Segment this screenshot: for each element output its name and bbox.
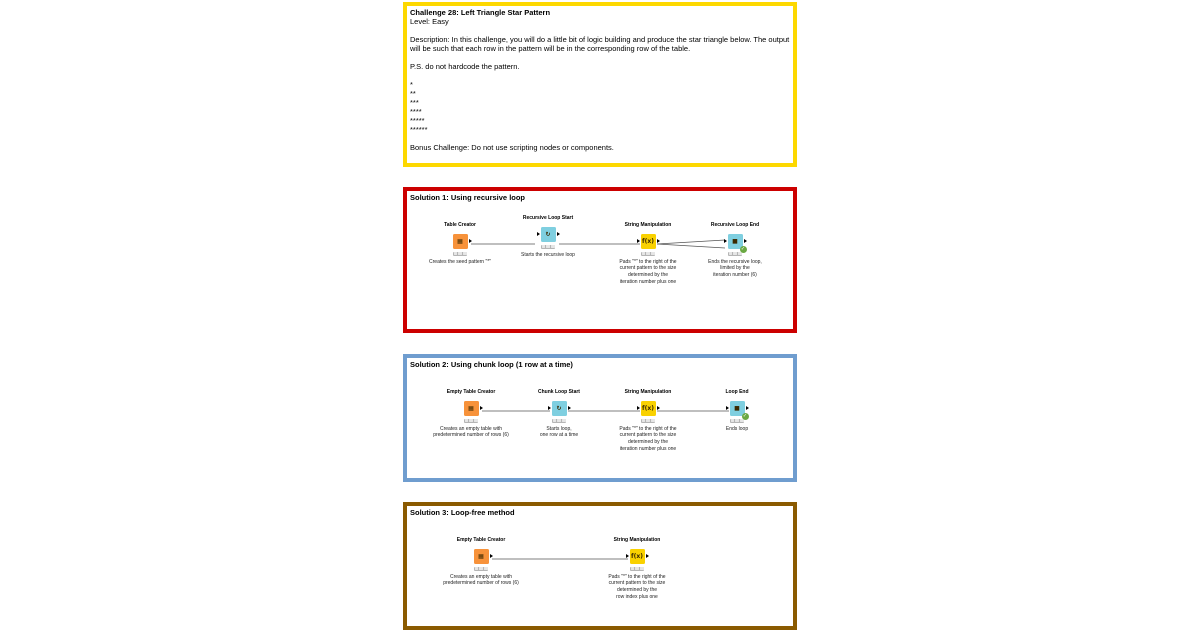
output-port-icon[interactable] [480, 406, 483, 410]
node-title: String Manipulation [624, 389, 672, 395]
node-title: Recursive Loop Start [522, 215, 574, 221]
input-port-icon[interactable] [726, 406, 729, 410]
table-icon: ▦ [474, 549, 489, 564]
output-port-icon[interactable] [646, 554, 649, 558]
node-empty-table-creator[interactable] [416, 537, 546, 587]
node-status [730, 419, 744, 423]
node-title: String Manipulation [613, 537, 661, 543]
output-port-icon[interactable] [657, 239, 660, 243]
output-port-icon[interactable] [490, 554, 493, 558]
input-port-icon[interactable] [637, 239, 640, 243]
recursive-loop-start-icon: ↻ [541, 227, 556, 242]
node-status [641, 252, 655, 256]
table-icon: ▦ [453, 234, 468, 249]
solution3-title: Solution 3: Loop-free method [410, 508, 515, 517]
node-status [453, 252, 467, 256]
checkmark-icon: ✓ [740, 245, 746, 252]
input-port-icon[interactable] [537, 232, 540, 236]
solution2-title: Solution 2: Using chunk loop (1 row at a time) [410, 360, 573, 369]
output-port-icon[interactable] [469, 239, 472, 243]
node-description: Starts loop, one row at a time [539, 425, 579, 439]
node-status [728, 252, 742, 256]
fx-icon: f(x) [630, 549, 645, 564]
input-port-icon[interactable] [548, 406, 551, 410]
node-description: Pads "*" to the right of the current pattern to the size determined by the iteration number plus one [619, 258, 677, 285]
node-status [474, 567, 488, 571]
fx-icon: f(x) [641, 234, 656, 249]
loop-end-icon: ■ ✓ [730, 401, 745, 416]
node-status [630, 567, 644, 571]
node-title: Table Creator [444, 222, 476, 228]
output-port-icon[interactable] [744, 239, 747, 243]
node-description: Pads "*" to the right of the current pattern to the size determined by the row index plus one [608, 573, 666, 600]
node-description: Creates the seed pattern "*" [429, 258, 491, 265]
input-port-icon[interactable] [637, 406, 640, 410]
node-status [464, 419, 478, 423]
node-description: Creates an empty table with predetermined number of rows (6) [443, 573, 519, 587]
node-title: Loop End [725, 389, 749, 395]
fx-icon: f(x) [641, 401, 656, 416]
node-title: Recursive Loop End [710, 222, 760, 228]
recursive-loop-end-icon: ■ ✓ [728, 234, 743, 249]
challenge-body: Level: Easy Description: In this challenge, you will do a little bit of logic building and produce the star triangle below. The output will be such that each row in the pattern will be in the corresponding row of the table. P.S. do not hardcode the pattern. * ** *** **** ***** ****** Bonus Challenge: Do not use scripting nodes or components. [410, 17, 790, 152]
node-description: Creates an empty table with predetermined number of rows (6) [433, 425, 509, 439]
output-port-icon[interactable] [557, 232, 560, 236]
node-description: Ends the recursive loop, limited by the iteration number (6) [708, 258, 762, 278]
output-port-icon[interactable] [657, 406, 660, 410]
chunk-loop-start-icon: ↻ [552, 401, 567, 416]
node-loop-end[interactable] [672, 389, 802, 432]
node-string-manipulation[interactable] [572, 537, 702, 600]
node-description: Pads "*" to the right of the current pattern to the size determined by the iteration number plus one [619, 425, 677, 452]
node-description: Starts the recursive loop [521, 251, 575, 258]
input-port-icon[interactable] [724, 239, 727, 243]
node-recursive-loop-end[interactable] [670, 222, 800, 279]
node-status [541, 245, 555, 249]
challenge-annotation[interactable] [403, 2, 797, 167]
node-title: Chunk Loop Start [538, 389, 580, 395]
node-status [552, 419, 566, 423]
table-icon: ▦ [464, 401, 479, 416]
input-port-icon[interactable] [626, 554, 629, 558]
node-description: Ends loop [725, 425, 749, 432]
node-title: Empty Table Creator [446, 389, 496, 395]
checkmark-icon: ✓ [742, 412, 748, 419]
solution1-title: Solution 1: Using recursive loop [410, 193, 526, 202]
output-port-icon[interactable] [568, 406, 571, 410]
node-title: String Manipulation [624, 222, 672, 228]
node-status [641, 419, 655, 423]
challenge-title: Challenge 28: Left Triangle Star Pattern [410, 8, 551, 17]
output-port-icon[interactable] [746, 406, 749, 410]
node-title: Empty Table Creator [456, 537, 506, 543]
